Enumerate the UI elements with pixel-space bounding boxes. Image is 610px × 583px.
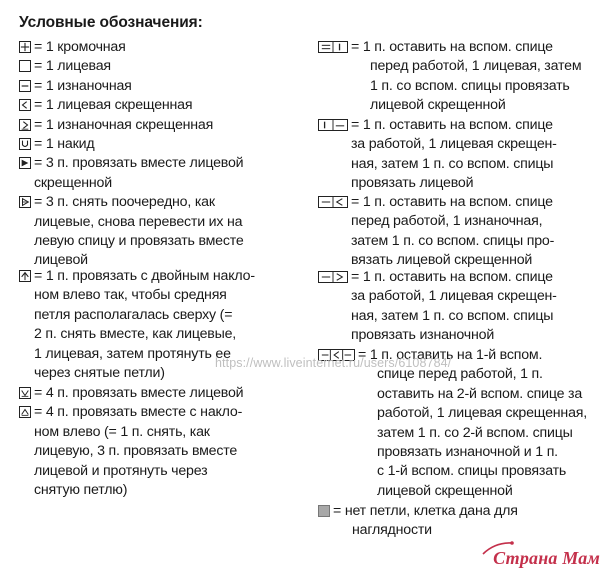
legend-text: = 1 кромочная [34,39,126,55]
legend-text: = 4 п. провязать вместе лицевой [34,385,244,401]
crossed-knit-icon [19,99,31,111]
legend-text: перед работой, 1 лицевая, затем [370,58,582,75]
legend-entry [19,384,243,403]
legend-entry [318,38,581,116]
yarn-over-icon [19,138,31,150]
legend-text: = 1 п. провязать с двойным накло- [34,268,255,284]
legend-text: = 1 лицевая [34,58,111,75]
legend-text: петля располагалась сверху (= [34,306,233,323]
legend-text: лицевой и протянуть через [34,462,208,479]
legend-entry [19,135,94,154]
legend-text: = 1 накид [34,136,95,152]
legend-text: ная, затем 1 п. со вспом. спицы [351,307,554,324]
slip-three-icon [19,196,31,208]
cable-one-front-purl-icon [318,196,348,208]
no-stitch-icon [318,505,330,517]
cable-one-front-knit-crossed-icon [318,41,348,53]
legend-text: лицевой скрещенной [370,97,506,114]
legend-text: снятую петлю) [34,482,128,499]
legend-text: затем 1 п. со 2-й вспом. спицы [377,424,573,441]
legend-text: = 1 п. оставить на вспом. спице [351,39,553,55]
legend-text: провязать изнаночной и 1 п. [377,444,558,461]
legend-text: с 1-й вспом. спицы провязать [377,463,567,480]
legend-entry [19,116,213,135]
legend-text: затем 1 п. со вспом. спицы про- [351,232,555,249]
knit-stitch-icon [19,60,31,72]
legend-text: = 1 п. оставить на 1-й вспом. [358,347,543,363]
brand-logo[interactable]: Страна Мам [493,548,600,568]
legend-text: через снятые петли) [34,365,165,382]
legend-entry [318,502,518,541]
legend-entry [19,193,244,271]
four-together-left-icon [19,406,31,418]
legend-entry [318,116,557,194]
legend-text: = 1 лицевая скрещенная [34,97,193,114]
legend-text: ном влево так, чтобы средняя [34,287,227,304]
legend-text: работой, 1 лицевая скрещенная, [377,405,587,422]
legend-text: = 1 изнаночная [34,77,132,94]
legend-entry [19,96,192,115]
watermark-url: https://www.liveinternet.ru/users/6108784/ [215,356,452,370]
four-together-icon [19,387,31,399]
legend-text: скрещенной [34,174,112,191]
three-together-crossed-icon [19,157,31,169]
legend-entry [318,268,557,346]
legend-text: 2 п. снять вместе, как лицевые, [34,326,237,343]
legend-title: Условные обозначения: [19,14,203,31]
legend-entry [19,77,132,96]
legend-text: = 1 изнаночная скрещенная [34,116,214,133]
double-left-decrease-icon [19,270,31,282]
legend-entry [318,193,554,271]
legend-text: = 1 п. оставить на вспом. спице [351,117,553,133]
legend-text: лицевой [34,252,88,269]
legend-text: = 4 п. провязать вместе с накло- [34,404,243,421]
legend-entry [19,403,242,500]
legend-text: 1 п. со вспом. спицы провязать [370,77,570,94]
legend-entry [19,57,111,76]
legend-text: лицевые, снова перевести их на [34,213,243,230]
legend-text: оставить на 2-й вспом. спице за [377,385,583,402]
legend-text: = нет петли, клетка дана для [333,503,518,519]
legend-text: провязать лицевой [351,175,474,192]
legend-text: наглядности [352,522,432,539]
legend-text: за работой, 1 лицевая скрещен- [351,288,557,305]
legend-text: лицевую, 3 п. провязать вместе [34,443,238,460]
legend-text: за работой, 1 лицевая скрещен- [351,136,557,153]
purl-stitch-icon [19,80,31,92]
legend-entry [19,38,126,57]
legend-text: вязать лицевой скрещенной [351,252,533,269]
legend-text: провязать изнаночной [351,327,495,344]
legend-text: левую спицу и провязать вместе [34,233,244,249]
cable-one-back-crossed-knit-icon [318,119,348,131]
legend-text: = 1 п. оставить на вспом. спице [351,269,553,285]
legend-text: = 3 п. снять поочередно, как [34,194,215,211]
legend-text: спице перед работой, 1 п. [377,366,543,383]
selvage-stitch-icon [19,41,31,53]
legend-text: = 3 п. провязать вместе лицевой [34,155,244,172]
legend-text: ная, затем 1 п. со вспом. спицы [351,155,554,172]
crossed-purl-icon [19,119,31,131]
legend-text: ном влево (= 1 п. снять, как [34,423,210,440]
cable-one-back-purl-icon [318,271,348,283]
legend-text: перед работой, 1 изнаночная, [351,213,543,230]
legend-text: 1 лицевая, затем протянуть ее [34,345,231,362]
legend-text: лицевой скрещенной [377,482,513,499]
legend-text: = 1 п. оставить на вспом. спице [351,194,553,210]
legend-entry [19,154,243,193]
